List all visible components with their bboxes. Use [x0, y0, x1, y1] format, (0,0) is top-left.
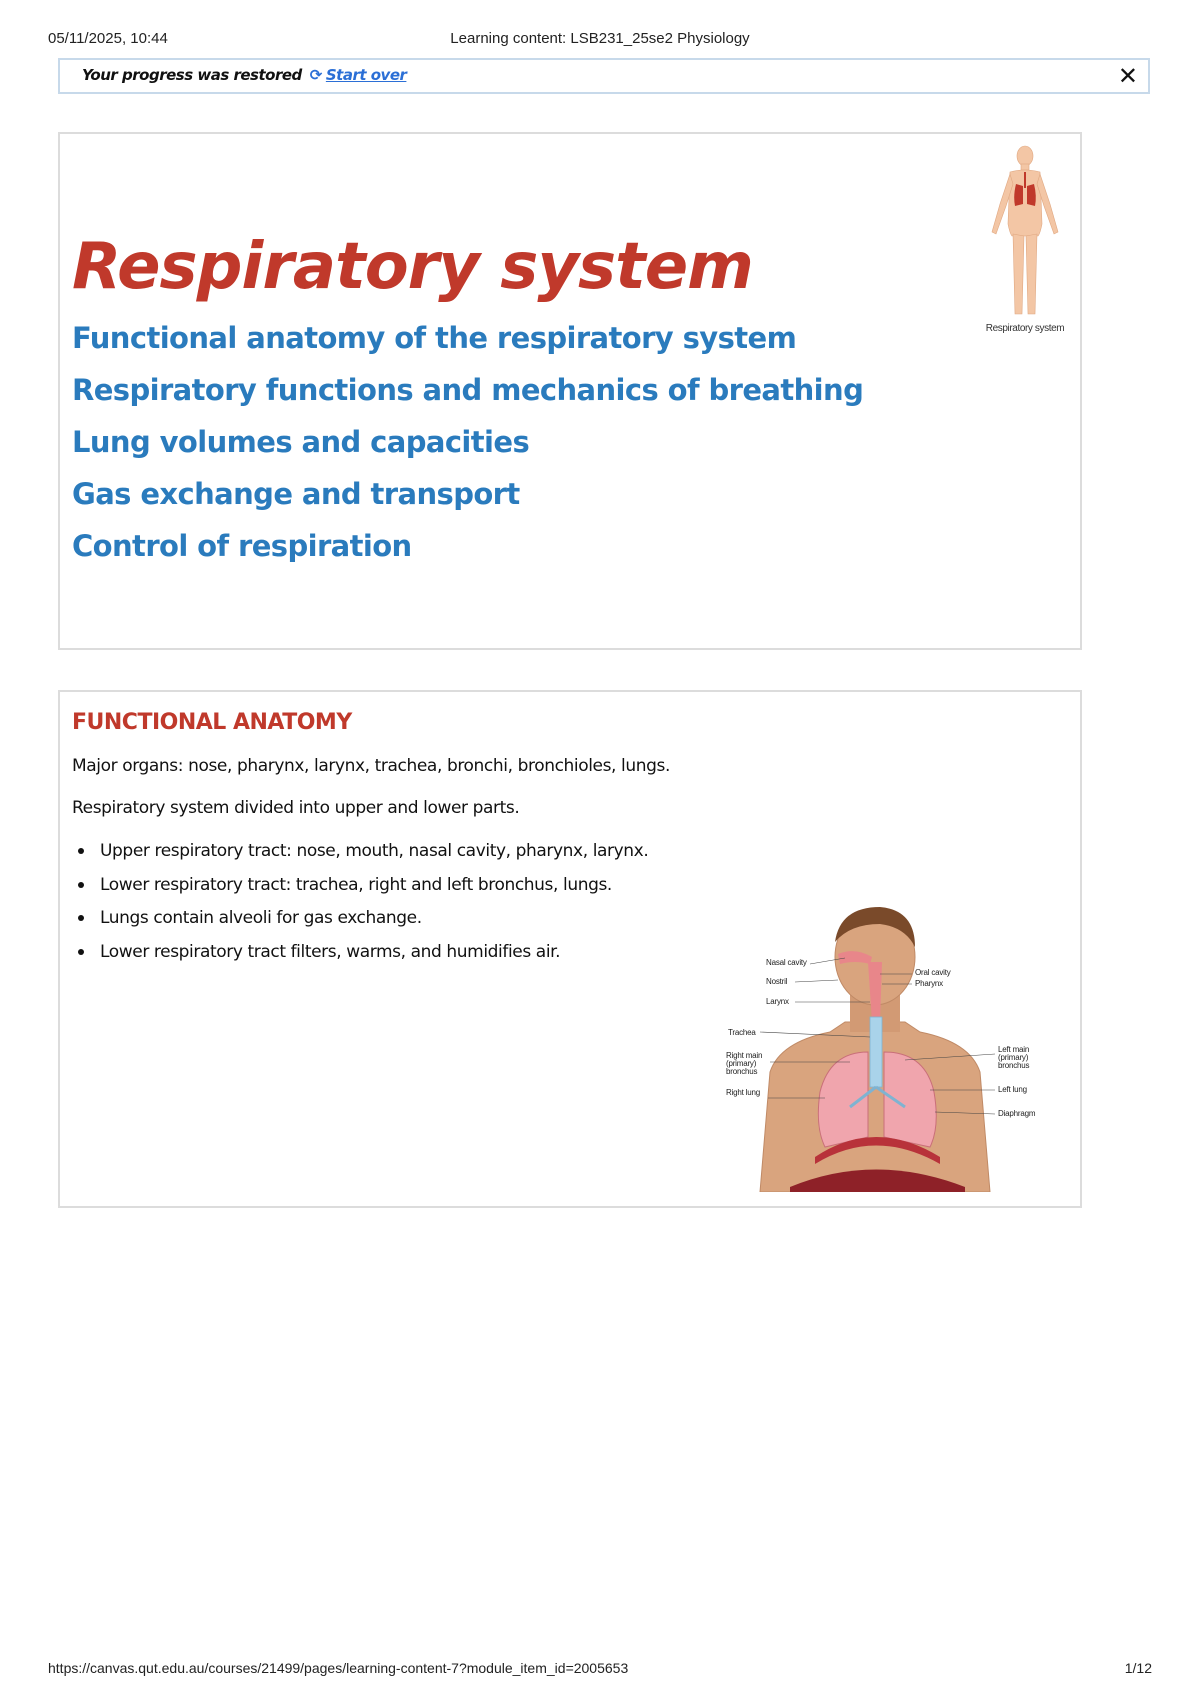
- divided-parts-text: Respiratory system divided into upper and lower parts.: [72, 798, 520, 818]
- topic-item: Control of respiration: [72, 529, 412, 563]
- topic-item: Respiratory functions and mechanics of breathing: [72, 373, 864, 407]
- refresh-icon: ⟳: [309, 66, 322, 84]
- figure-caption: Respiratory system: [985, 323, 1065, 334]
- respiratory-system-figure: [980, 144, 1070, 334]
- print-footer: [48, 1660, 1152, 1680]
- label-larynx: Larynx: [766, 997, 789, 1006]
- list-item: Upper respiratory tract: nose, mouth, nasal cavity, pharynx, larynx.: [72, 840, 648, 874]
- print-header: [48, 30, 1152, 50]
- label-nostril: Nostril: [766, 977, 788, 986]
- start-over-link[interactable]: Start over: [325, 66, 407, 84]
- page-title: Respiratory system: [72, 230, 753, 304]
- list-item: Lower respiratory tract filters, warms, and humidifies air.: [72, 941, 648, 975]
- major-organs-text: Major organs: nose, pharynx, larynx, trachea, bronchi, bronchioles, lungs.: [72, 756, 670, 776]
- respiratory-anatomy-figure: [720, 902, 1070, 1192]
- label-pharynx: Pharynx: [915, 979, 943, 988]
- topic-item: Functional anatomy of the respiratory system: [72, 321, 797, 355]
- close-icon[interactable]: ✕: [1117, 62, 1138, 90]
- topic-item: Lung volumes and capacities: [72, 425, 530, 459]
- print-page-title: Learning content: LSB231_25se2 Physiology: [450, 30, 750, 47]
- label-diaphragm: Diaphragm: [998, 1109, 1036, 1118]
- label-right-lung: Right lung: [726, 1088, 761, 1097]
- list-item: Lungs contain alveoli for gas exchange.: [72, 907, 648, 941]
- label-left-lung: Left lung: [998, 1085, 1027, 1094]
- progress-message: Your progress was restored: [82, 66, 302, 84]
- progress-message-row: [82, 66, 406, 84]
- page-url: https://canvas.qut.edu.au/courses/21499/pages/learning-content-7?module_item_id=2005653: [48, 1660, 629, 1676]
- print-datetime: 05/11/2025, 10:44: [48, 30, 168, 47]
- topic-list: [72, 320, 863, 580]
- section-heading: FUNCTIONAL ANATOMY: [72, 710, 352, 735]
- page-number: 1/12: [1124, 1660, 1152, 1676]
- list-item: Lower respiratory tract: trachea, right and left bronchus, lungs.: [72, 874, 648, 908]
- label-trachea: Trachea: [728, 1028, 756, 1037]
- progress-restored-banner: [58, 58, 1150, 94]
- label-nasal-cavity: Nasal cavity: [766, 958, 807, 967]
- functional-anatomy-card: [58, 690, 1082, 1208]
- human-body-icon: [980, 144, 1070, 319]
- label-oral-cavity: Oral cavity: [915, 968, 951, 977]
- anatomy-bullet-list: [72, 840, 648, 974]
- label-left-bronchus: Left main (primary) bronchus: [998, 1045, 1030, 1070]
- label-right-bronchus: Right main (primary) bronchus: [726, 1051, 763, 1076]
- topic-item: Gas exchange and transport: [72, 477, 520, 511]
- title-card: [58, 132, 1082, 650]
